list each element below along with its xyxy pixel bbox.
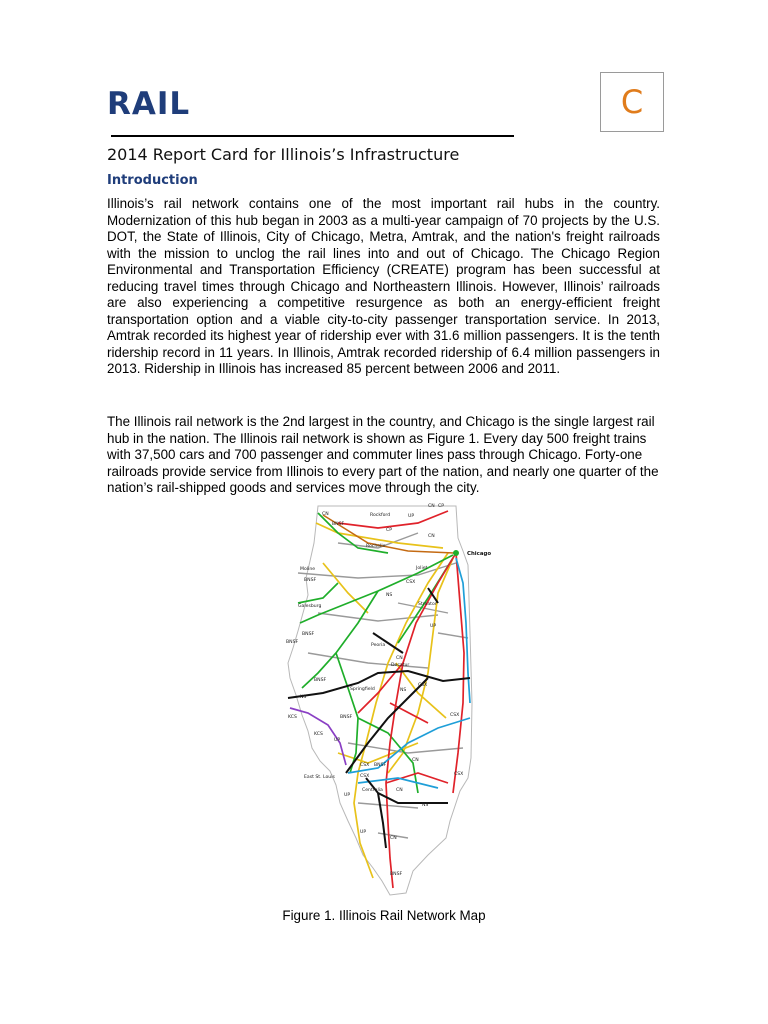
label-springfield: Springfield	[350, 687, 375, 692]
label-cn-c: CN	[396, 656, 403, 661]
label-peoria: Peoria	[371, 643, 386, 648]
label-centralia: Centralia	[362, 788, 383, 793]
label-csx-n: CSX	[406, 580, 416, 585]
label-rochelle: Rochelle	[366, 544, 386, 549]
label-cn-ne: CN	[428, 534, 435, 539]
intro-paragraph-2: The Illinois rail network is the 2nd largest in the country, and Chicago is the single largest rail hub in the nation. The Illinois rail network is shown as Figure 1. Every day 500 freight trains with 37,500 cars and 700 passenger and commuter lines pass through Chicago. Forty-one railroads provide service from Illinois to every part of the nation, and nearly one quarter of the nation’s rail-shipped goods and services move through the city.	[107, 414, 659, 495]
label-up-c: UP	[430, 624, 437, 629]
rail-map-svg	[278, 503, 492, 898]
label-up-n: UP	[408, 514, 415, 519]
label-moline: Moline	[300, 567, 316, 572]
illinois-rail-map	[278, 503, 492, 898]
label-cp-top: CP	[438, 504, 444, 509]
label-bnsf-s2: BNSF	[374, 763, 387, 768]
label-east-st-louis: East St. Louis	[304, 775, 335, 780]
intro-paragraph-1: Illinois’s rail network contains one of the most important rail hubs in the country. Modernization of this hub began in 2003 as a multi-year campaign of 70 projects by the U.S. DOT, the State of Illinois, City of Chicago, Metra, Amtrak, and the nation's freight railroads with the mission to unclog the rail lines into and out of Chicago. The Chicago Region Environmental and Transportation Efficiency (CREATE) program has been successful at reducing travel times through Chicago and Northeastern Illinois. However, Illinois’ railroads are also experiencing a competitive resurgence as both an energy-efficient freight transportation option and a viable city-to-city passenger transportation service. In 2013, Amtrak recorded its highest year of ridership ever with 31.6 million passengers. It is the tenth ridership record in 11 years. In Illinois, Amtrak recorded ridership of 6.4 million passengers in 2013. Ridership in Illinois has increased 85 percent between 2006 and 2011.	[107, 196, 660, 376]
label-bnsf-w: BNSF	[304, 578, 317, 583]
label-csx-s: CSX	[360, 763, 370, 768]
label-decatur: Decatur	[391, 663, 410, 668]
label-ns-w: NS	[300, 695, 307, 700]
label-bnsf-far-s: BNSF	[390, 872, 403, 877]
page-title: RAIL	[107, 86, 191, 122]
label-rockford: Rockford	[370, 513, 391, 518]
label-ns-c: NS	[400, 688, 407, 693]
figure-caption: Figure 1. Illinois Rail Network Map	[282, 908, 486, 923]
section-heading-introduction: Introduction	[107, 173, 198, 188]
label-cp-n: CP	[386, 528, 392, 533]
label-cn-nw: CN	[322, 512, 329, 517]
label-kcs-s: KCS	[314, 732, 323, 737]
label-ns-n: NS	[386, 593, 393, 598]
label-cn-se: CN	[412, 758, 419, 763]
label-kcs-w: KCS	[288, 715, 297, 720]
chicago-hub-marker	[453, 550, 459, 556]
label-csx-c: CSX	[418, 683, 428, 688]
label-csx-s2: CSX	[360, 774, 370, 779]
label-bnsf-s: BNSF	[340, 715, 353, 720]
label-streator: Streator	[418, 602, 437, 607]
label-csx-e: CSX	[450, 713, 460, 718]
label-cn-s2: CN	[390, 836, 397, 841]
label-galesburg: Galesburg	[298, 604, 322, 609]
illinois-outline	[288, 506, 472, 895]
label-up-sw: UP	[344, 793, 351, 798]
label-cn-top: CN	[428, 504, 435, 509]
grade-letter: C	[620, 83, 644, 121]
report-subtitle: 2014 Report Card for Illinois’s Infrastructure	[107, 145, 460, 164]
grade-badge	[600, 72, 664, 132]
label-csx-se: CSX	[454, 772, 464, 777]
label-cn-s: CN	[396, 788, 403, 793]
label-ns-se: NS	[422, 803, 429, 808]
label-bnsf-nw: BNSF	[332, 522, 345, 527]
label-up-s: UP	[334, 738, 341, 743]
label-chicago: Chicago	[467, 551, 492, 557]
title-underline	[111, 135, 514, 137]
label-bnsf-w2: BNSF	[302, 632, 315, 637]
label-bnsf-c: BNSF	[314, 678, 327, 683]
label-joliet: Joliet	[416, 566, 428, 571]
label-up-s2: UP	[360, 830, 367, 835]
label-bnsf-w3: BNSF	[286, 640, 299, 645]
